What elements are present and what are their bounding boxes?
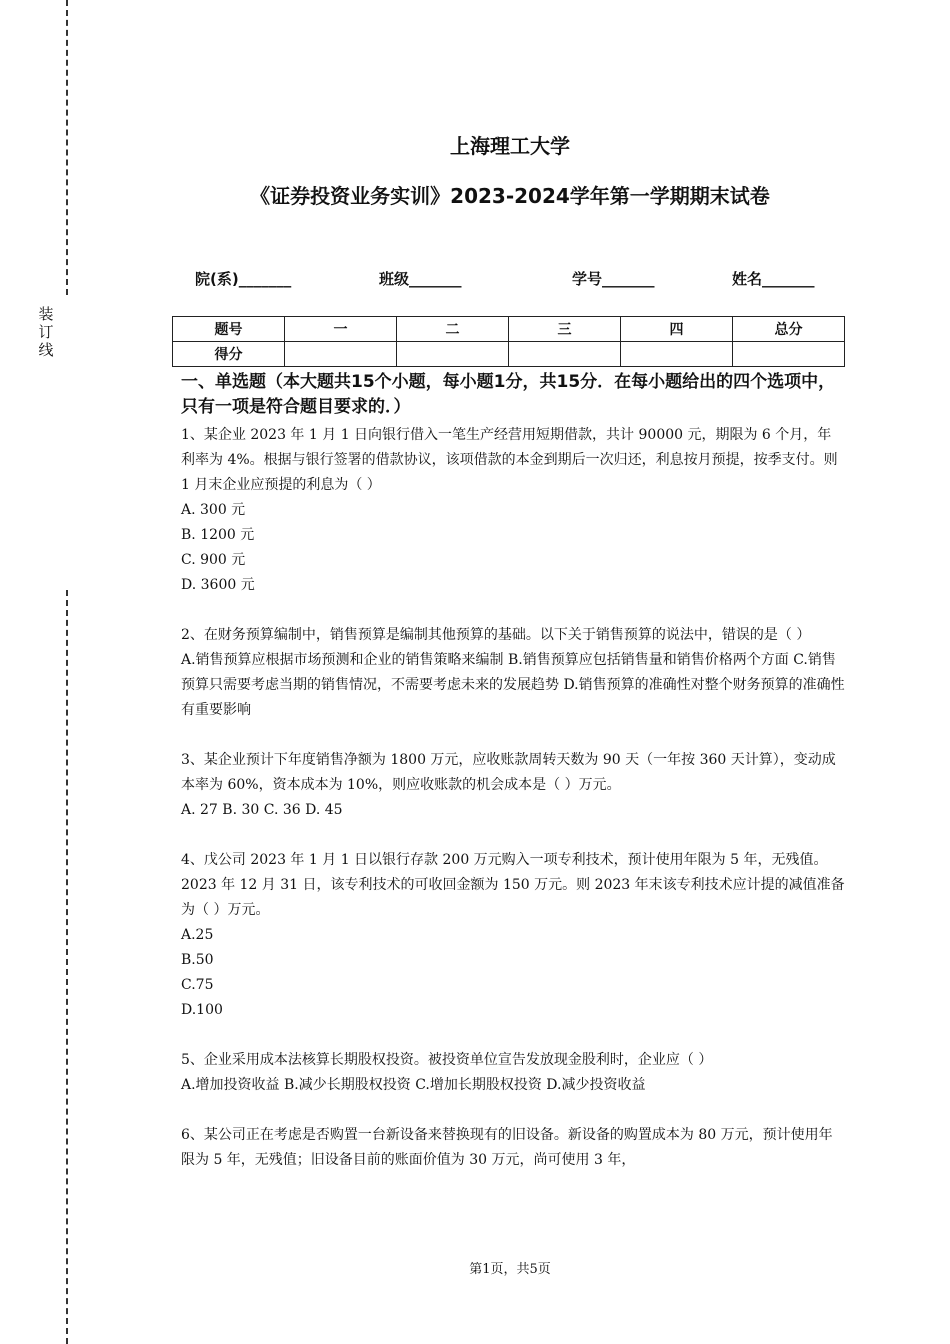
option: A.增加投资收益 B.减少长期股权投资 C.增加长期股权投资 D.减少投资收益 xyxy=(181,1077,646,1093)
section-heading: 一、单选题（本大题共15个小题，每小题1分，共15分．在每小题给出的四个选项中，只有一项是符合题目要求的．） xyxy=(181,372,836,417)
score-header-cell: 一 xyxy=(285,317,397,342)
question-4 xyxy=(181,848,845,1023)
score-header-cell: 总分 xyxy=(733,317,845,342)
school-title: 上海理工大学 xyxy=(450,134,570,158)
score-table-score-row xyxy=(173,342,845,367)
score-row-label: 得分 xyxy=(173,342,285,367)
option: C.75 xyxy=(181,977,214,993)
question-text: 2、在财务预算编制中，销售预算是编制其他预算的基础。以下关于销售预算的说法中，错误的是（ ） xyxy=(181,627,811,643)
question-text: 1、某企业 2023 年 1 月 1 日向银行借入一笔生产经营用短期借款，共计 90000 元，期限为 6 个月，年利率为 4%。根据与银行签署的借款协议，该项借款的本金到期后一次归还，利息按月预提，按季支付。则 1 月末企业应预提的利息为（ ） xyxy=(181,427,838,493)
question-5 xyxy=(181,1048,845,1098)
score-cell xyxy=(509,342,621,367)
score-header-cell: 题号 xyxy=(173,317,285,342)
binding-line-label: 装订线 xyxy=(38,305,54,359)
score-header-cell: 二 xyxy=(397,317,509,342)
class-field: 班级_______ xyxy=(379,270,462,288)
page-footer: 第1页，共5页 xyxy=(469,1262,551,1277)
name-field: 姓名_______ xyxy=(732,270,815,288)
question-text: 4、戊公司 2023 年 1 月 1 日以银行存款 200 万元购入一项专利技术，预计使用年限为 5 年，无残值。2023 年 12 月 31 日，该专利技术的可收回金额为 150 万元。则 2023 年末该专利技术应计提的减值准备为（ ）万元。 xyxy=(181,852,845,918)
exam-content xyxy=(181,370,845,1198)
score-cell xyxy=(285,342,397,367)
option: D.100 xyxy=(181,1002,223,1018)
question-text: 6、某公司正在考虑是否购置一台新设备来替换现有的旧设备。新设备的购置成本为 80 万元，预计使用年限为 5 年，无残值；旧设备目前的账面价值为 30 万元，尚可使用 3 年， xyxy=(181,1127,833,1168)
score-header-cell: 四 xyxy=(621,317,733,342)
score-table-header-row xyxy=(173,317,845,342)
question-2 xyxy=(181,623,845,723)
option: D. 3600 元 xyxy=(181,577,255,593)
option: B.50 xyxy=(181,952,214,968)
option: A.25 xyxy=(181,927,214,943)
option: C. 900 元 xyxy=(181,552,246,568)
exam-title: 《证券投资业务实训》2023-2024学年第一学期期末试卷 xyxy=(250,184,770,208)
question-1 xyxy=(181,423,845,598)
option: A.销售预算应根据市场预测和企业的销售策略来编制 B.销售预算应包括销售量和销售价格两个方面 C.销售预算只需要考虑当期的销售情况，不需要考虑未来的发展趋势 D.销售预算的准确性对整个财务预算的准确性有重要影响 xyxy=(181,652,845,718)
binding-dashed-line-bottom xyxy=(66,590,68,1344)
question-text: 3、某企业预计下年度销售净额为 1800 万元，应收账款周转天数为 90 天（一年按 360 天计算），变动成本率为 60%，资本成本为 10%，则应收账款的机会成本是（ ）万元。 xyxy=(181,752,836,793)
question-6 xyxy=(181,1123,845,1173)
score-cell xyxy=(733,342,845,367)
score-header-cell: 三 xyxy=(509,317,621,342)
student-id-field: 学号_______ xyxy=(572,270,655,288)
option: A. 27 B. 30 C. 36 D. 45 xyxy=(181,802,343,818)
question-3 xyxy=(181,748,845,823)
score-cell xyxy=(621,342,733,367)
question-text: 5、企业采用成本法核算长期股权投资。被投资单位宣告发放现金股利时，企业应（ ） xyxy=(181,1052,713,1068)
score-table xyxy=(172,316,845,367)
score-cell xyxy=(397,342,509,367)
option: A. 300 元 xyxy=(181,502,246,518)
option: B. 1200 元 xyxy=(181,527,255,543)
student-info-fields xyxy=(0,268,950,292)
dept-field: 院(系)_______ xyxy=(195,270,292,288)
